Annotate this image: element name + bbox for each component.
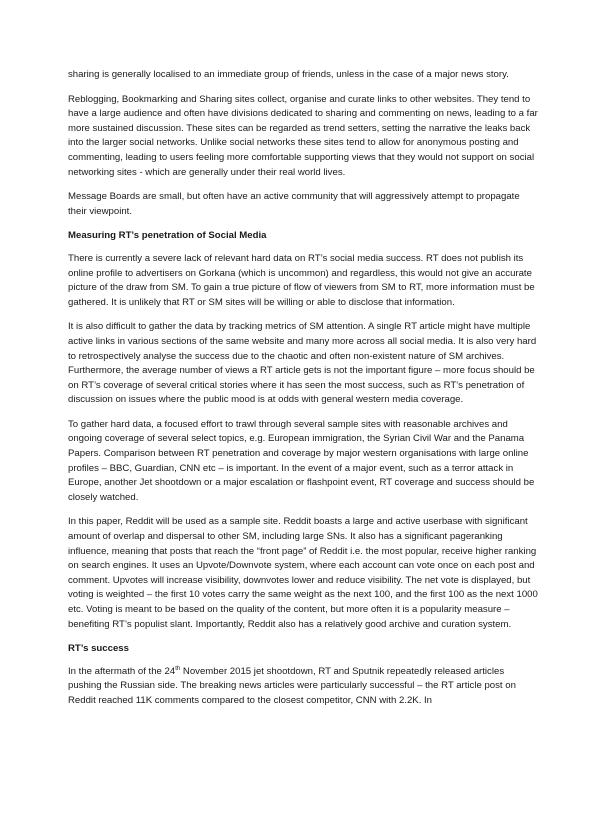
section-heading: RT’s success [68, 643, 129, 655]
section-heading: Measuring RT’s penetration of Social Media [68, 230, 267, 242]
paragraph [68, 665, 540, 709]
paragraph: Reblogging, Bookmarking and Sharing sites collect, organise and curate links to other websites. They tend to have a large audience and often have divisions dedicated to sharing and commenting on news, leading to a far more sustained discussion. These sites can be regarded as trend setters, setting the narrative the leaks back into the larger social networks. Unlike social networks these sites tend to allow for anonymous posting and commenting, leading to users feeling more comfortable supporting views that they would not support on social networking sites - which are generally under their real world lives. [68, 93, 538, 178]
ordinal-suffix: th [175, 665, 181, 672]
paragraph: Message Boards are small, but often have an active community that will aggressively attempt to propagate their viewpoint. [68, 191, 520, 217]
paragraph: It is also difficult to gather the data by tracking metrics of SM attention. A single RT article might have multiple active links in various sections of the same website and many more across all social media. It is also very hard to retrospectively analyse the success due to the chaotic and often non-existent nature of SM archives. Furthermore, the average number of views a RT article gets is not the important figure – more focus should be on RT’s coverage of several critical stories where it has seen the most success, such as RT’s penetration of discussion on issues where the public mood is at odds with general western media coverage. [68, 321, 537, 406]
paragraph-text: November 2015 jet shootdown, RT and Sputnik repeatedly released articles pushing the Russian side. The breaking news articles were particularly successful – the RT article post on Reddit reached 11K comments compared to the closest competitor, CNN with 2.2K. In [68, 665, 516, 706]
paragraph: sharing is generally localised to an immediate group of friends, unless in the case of a major news story. [68, 69, 509, 80]
paragraph-text: In the aftermath of the 24 [68, 665, 176, 677]
paragraph: In this paper, Reddit will be used as a sample site. Reddit boasts a large and active userbase with significant amount of overlap and dispersal to other SM, including large SNs. It also has a significant pageranking influence, meaning that posts that reach the “front page” of Reddit i.e. the most popular, receive higher ranking on search engines. It uses an Upvote/Downvote system, where each account can vote once on each post and comment. Upvotes will increase visibility, downvotes lower and reduce visibility. The net vote is displayed, but voting is weighted – the first 10 votes carry the same weight as the next 100, and the first 100 as the next 1000 etc. Voting is meant to be based on the quality of the content, but more often it is a popularity measure – benefiting RT’s populist slant. Importantly, Reddit also has a relatively good archive and curation system. [68, 516, 538, 630]
paragraph: To gather hard data, a focused effort to trawl through several sample sites with reasonable archives and ongoing coverage of several select topics, e.g. European immigration, the Syrian Civil War and the Panama Papers. Comparison between RT penetration and coverage by major western organisations with large online profiles – BBC, Guardian, CNN etc – is important. In the event of a major event, such as a terror attack in Europe, another Jet shootdown or a major escalation or flashpoint event, RT coverage and success should be closely watched. [68, 418, 535, 503]
document-page [68, 68, 540, 719]
paragraph: There is currently a severe lack of relevant hard data on RT’s social media success. RT does not publish its online profile to advertisers on Gorkana (which is uncommon) and regardless, this would not give an accurate picture of the draw from SM. To gain a true picture of flow of viewers from SM to RT, more information must be gathered. It is unlikely that RT or SM sites will be willing or able to disclose that information. [68, 252, 535, 308]
